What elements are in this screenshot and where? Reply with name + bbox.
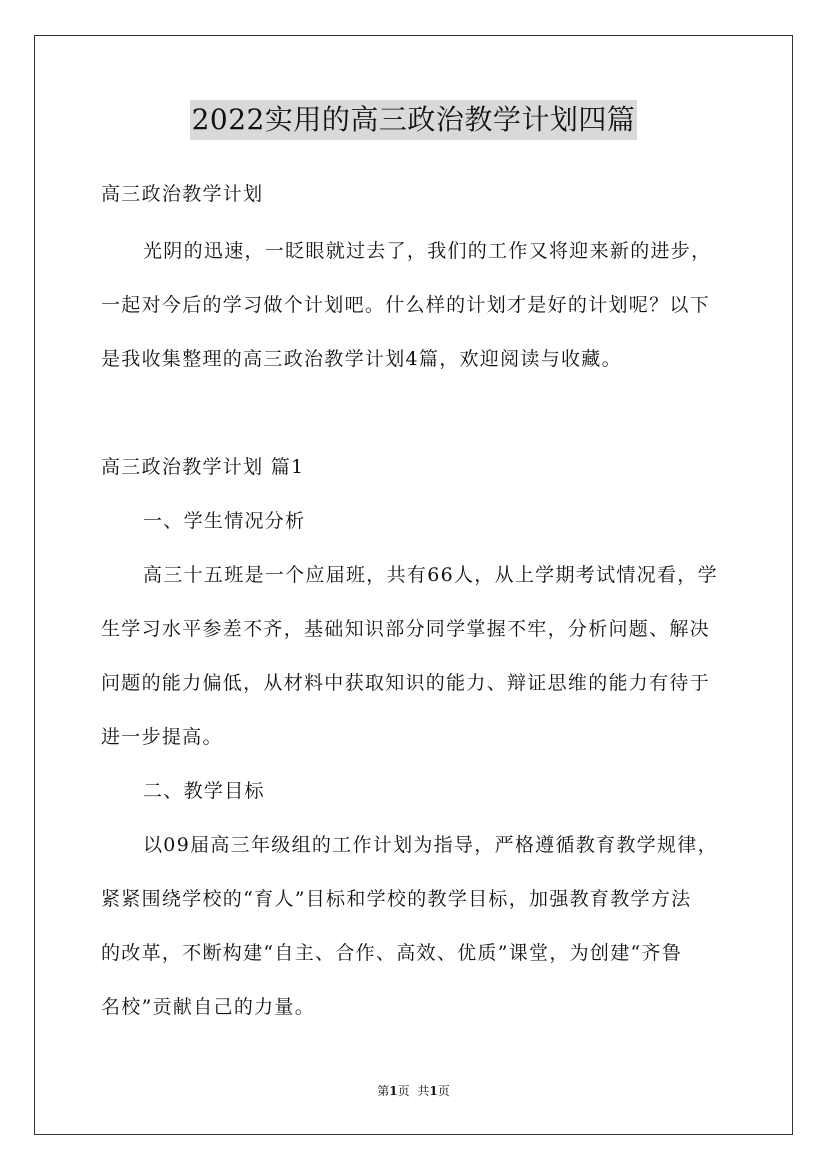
part2-line-2: 紧紧围绕学校的“育人”目标和学校的教学目标，加强教育教学方法 xyxy=(101,888,692,910)
footer-page-prefix: 第 xyxy=(377,1084,390,1098)
article-heading: 高三政治教学计划 篇1 xyxy=(101,456,305,478)
document-title: 2022实用的高三政治教学计划四篇 xyxy=(190,100,638,140)
page-footer xyxy=(0,1083,827,1099)
footer-total-prefix: 共 xyxy=(417,1084,430,1098)
part1-line-1: 高三十五班是一个应届班，共有66人，从上学期考试情况看，学 xyxy=(143,564,718,586)
footer-total-number: 1 xyxy=(429,1084,438,1098)
part1-line-2: 生学习水平参差不齐，基础知识部分同学掌握不牢，分析问题、解决 xyxy=(101,618,711,640)
part1-line-3: 问题的能力偏低，从材料中获取知识的能力、辩证思维的能力有待于 xyxy=(101,672,711,694)
section-heading: 高三政治教学计划 xyxy=(101,183,264,205)
part2-line-4: 名校”贡献自己的力量。 xyxy=(101,996,316,1018)
intro-line-1: 光阴的迅速，一眨眼就过去了，我们的工作又将迎来新的进步， xyxy=(143,240,712,262)
title-container xyxy=(0,100,827,140)
footer-page-suffix: 页 xyxy=(397,1084,410,1098)
intro-line-2: 一起对今后的学习做个计划吧。什么样的计划才是好的计划呢？以下 xyxy=(101,294,711,316)
intro-line-3: 是我收集整理的高三政治教学计划4篇，欢迎阅读与收藏。 xyxy=(101,348,622,370)
part2-heading: 二、教学目标 xyxy=(143,780,265,802)
footer-page-number: 1 xyxy=(389,1084,398,1098)
part1-line-4: 进一步提高。 xyxy=(101,726,223,748)
part2-line-3: 的改革，不断构建“自主、合作、高效、优质”课堂，为创建“齐鲁 xyxy=(101,942,683,964)
part2-line-1: 以09届高三年级组的工作计划为指导，严格遵循教育教学规律， xyxy=(143,834,718,856)
part1-heading: 一、学生情况分析 xyxy=(143,510,306,532)
footer-total-suffix: 页 xyxy=(437,1084,450,1098)
